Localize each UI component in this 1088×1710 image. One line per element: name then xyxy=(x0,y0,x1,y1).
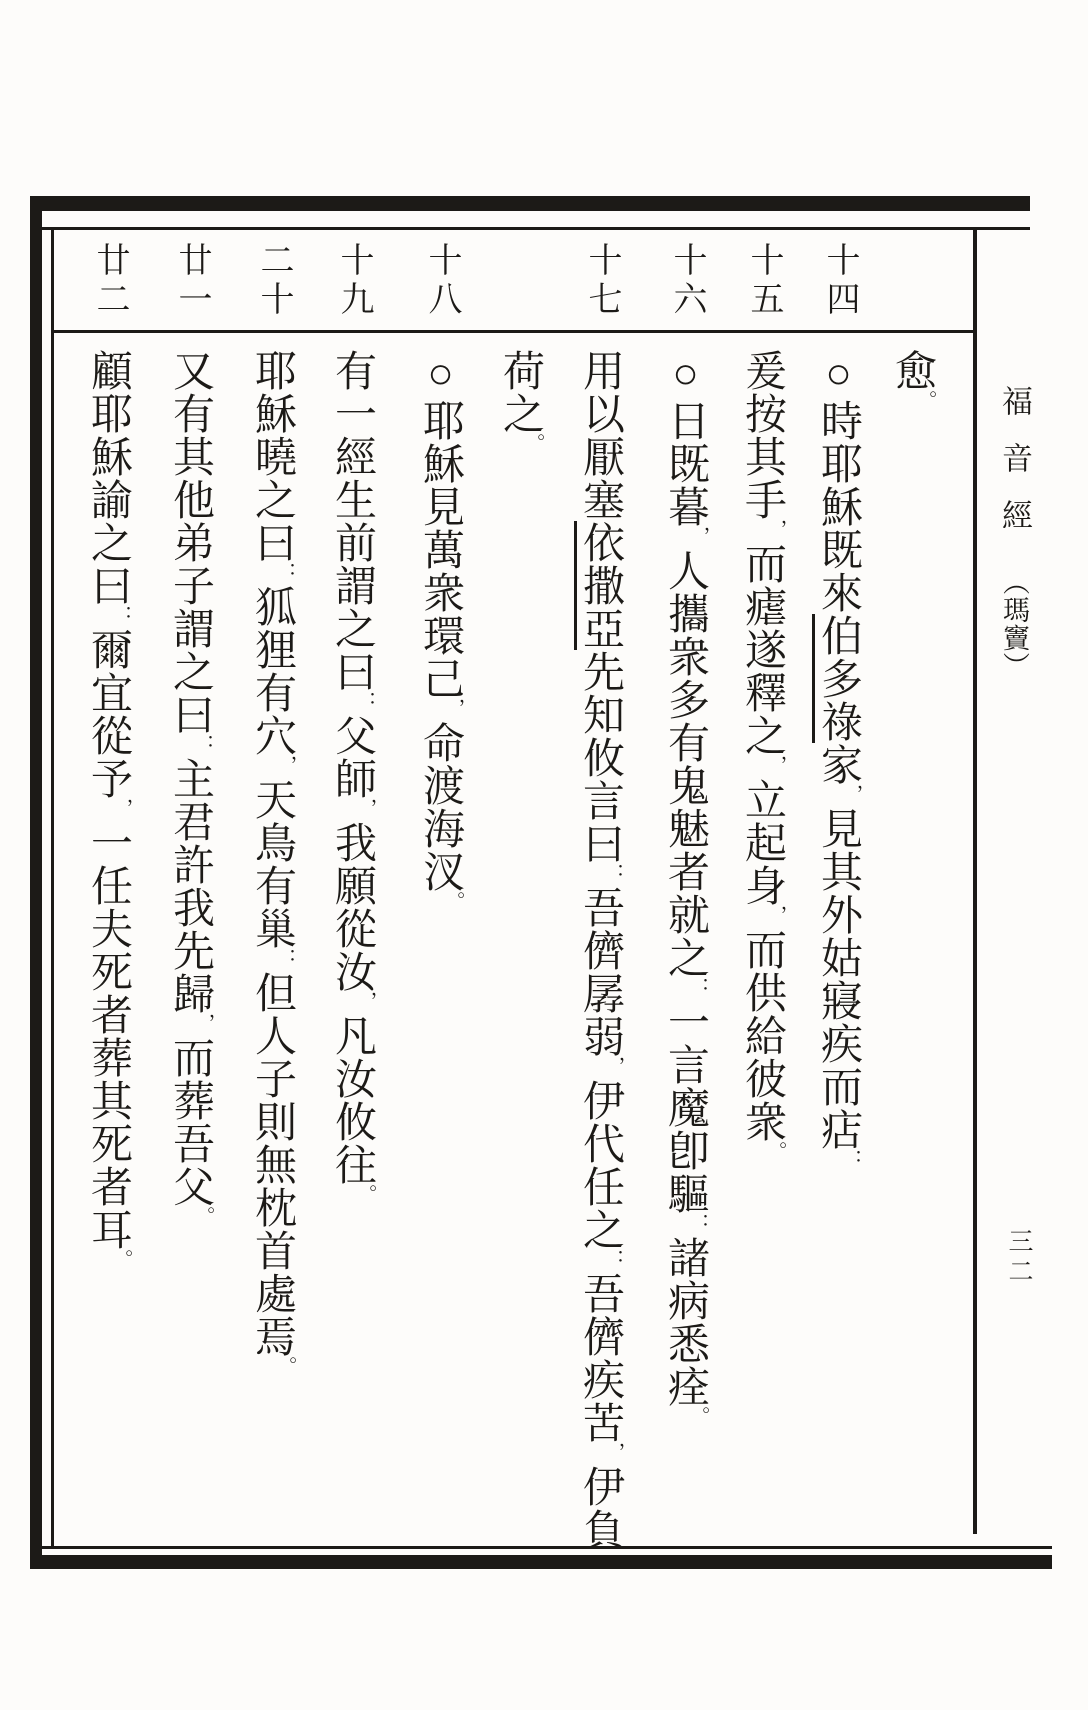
character-glyph: 耶 xyxy=(815,442,861,485)
character-glyph: 汊 xyxy=(417,850,463,893)
punctuation-mark: ： xyxy=(274,562,296,583)
character-glyph: 則 xyxy=(249,1100,295,1143)
character-glyph: 凡 xyxy=(329,1014,375,1057)
punctuation-mark: ： xyxy=(687,1213,709,1234)
text-segment xyxy=(815,743,861,1172)
character-glyph: 亞 xyxy=(577,607,623,650)
character-glyph: 巢 xyxy=(249,907,295,950)
character-glyph: 病 xyxy=(662,1279,708,1322)
character-glyph: 曰 xyxy=(329,650,375,693)
character-glyph: 見 xyxy=(815,807,861,850)
character-glyph: 顧 xyxy=(85,349,131,392)
folio-page-number: 三二 xyxy=(1005,1228,1032,1288)
character-glyph: 經 xyxy=(329,435,375,478)
punctuation-mark: 。 xyxy=(274,1356,296,1377)
character-glyph: 姑 xyxy=(815,936,861,979)
character-glyph: 人 xyxy=(662,549,708,592)
punctuation-mark: 。 xyxy=(442,891,464,912)
verse-number: 十六 xyxy=(668,242,705,320)
character-glyph: 渡 xyxy=(417,764,463,807)
character-glyph: 吾 xyxy=(167,1122,213,1165)
character-glyph: 死 xyxy=(85,1122,131,1165)
character-glyph: 之 xyxy=(662,936,708,979)
character-glyph: 者 xyxy=(85,993,131,1036)
character-glyph: 者 xyxy=(662,850,708,893)
character-glyph: 枕 xyxy=(249,1186,295,1229)
punctuation-mark: 。 xyxy=(354,1184,376,1205)
punctuation-mark: ， xyxy=(764,905,786,926)
verse-number-band-rule xyxy=(53,330,975,333)
character-glyph: 儕 xyxy=(577,929,623,972)
character-glyph: 者 xyxy=(85,1165,131,1208)
character-glyph: 卽 xyxy=(662,1129,708,1172)
character-glyph: 一 xyxy=(329,392,375,435)
character-glyph: 之 xyxy=(577,1208,623,1251)
character-glyph: 其 xyxy=(739,435,785,478)
text-segment xyxy=(417,349,463,914)
punctuation-mark: ， xyxy=(687,526,709,547)
character-glyph: 海 xyxy=(417,807,463,850)
text-column xyxy=(321,349,383,1207)
character-glyph: 之 xyxy=(739,714,785,757)
character-glyph: 先 xyxy=(167,929,213,972)
character-glyph: 儕 xyxy=(577,1315,623,1358)
character-glyph: 攜 xyxy=(662,592,708,635)
character-glyph: 有 xyxy=(249,671,295,714)
character-glyph: 死 xyxy=(85,950,131,993)
character-glyph: 願 xyxy=(329,864,375,907)
character-glyph: 從 xyxy=(329,907,375,950)
character-glyph: 愈 xyxy=(889,349,935,392)
character-glyph: 宜 xyxy=(85,671,131,714)
character-glyph: 攸 xyxy=(577,736,623,779)
character-glyph: 見 xyxy=(417,485,463,528)
text-segment xyxy=(329,349,375,1207)
character-glyph: 孱 xyxy=(577,972,623,1015)
character-glyph: 而 xyxy=(167,1036,213,1079)
character-glyph: 首 xyxy=(249,1229,295,1272)
verse-number: 十八 xyxy=(423,242,460,320)
punctuation-mark: ： xyxy=(274,948,296,969)
text-column xyxy=(731,349,793,1164)
character-glyph: 言 xyxy=(577,779,623,822)
character-glyph: 諸 xyxy=(662,1236,708,1279)
character-glyph: 暮 xyxy=(662,485,708,528)
character-glyph: 給 xyxy=(739,1014,785,1057)
character-glyph: 以 xyxy=(577,392,623,435)
character-glyph: 葬 xyxy=(85,1036,131,1079)
character-glyph: 厭 xyxy=(577,435,623,478)
character-glyph: 來 xyxy=(815,571,861,614)
character-glyph: 既 xyxy=(662,442,708,485)
character-glyph: 穌 xyxy=(815,485,861,528)
character-glyph: 君 xyxy=(167,800,213,843)
character-glyph: 子 xyxy=(249,1057,295,1100)
text-column xyxy=(569,349,631,1551)
character-glyph: 狐 xyxy=(249,585,295,628)
text-segment xyxy=(497,349,543,456)
character-glyph: 人 xyxy=(249,1014,295,1057)
character-glyph: 生 xyxy=(329,478,375,521)
character-glyph: 其 xyxy=(167,435,213,478)
text-segment xyxy=(167,349,213,1229)
character-glyph: 之 xyxy=(167,650,213,693)
punctuation-mark: ， xyxy=(110,798,132,819)
character-glyph: 汝 xyxy=(329,1057,375,1100)
book-title-subtitle: （瑪竇） xyxy=(999,568,1029,680)
character-glyph: 寢 xyxy=(815,979,861,1022)
character-glyph: 又 xyxy=(167,349,213,392)
text-segment xyxy=(739,349,785,1164)
character-glyph: 一 xyxy=(662,1000,708,1043)
character-glyph: 天 xyxy=(249,778,295,821)
character-glyph: 起 xyxy=(739,821,785,864)
character-glyph: 知 xyxy=(577,693,623,736)
character-glyph: 歸 xyxy=(167,972,213,1015)
character-glyph: 狸 xyxy=(249,628,295,671)
proper-name-marked-text xyxy=(574,521,623,650)
border-bottom-thick xyxy=(30,1555,1052,1569)
punctuation-mark: 。 xyxy=(764,1141,786,1162)
punctuation-mark: ， xyxy=(840,784,862,805)
character-glyph: 之 xyxy=(497,392,543,435)
character-glyph: 釋 xyxy=(739,671,785,714)
character-glyph: 穌 xyxy=(417,442,463,485)
text-column xyxy=(241,349,303,1379)
character-glyph: 既 xyxy=(815,528,861,571)
character-glyph: 而 xyxy=(739,542,785,585)
character-glyph: 萬 xyxy=(417,528,463,571)
character-glyph: 夫 xyxy=(85,907,131,950)
border-top-thin xyxy=(38,227,1030,230)
character-glyph: 曉 xyxy=(249,435,295,478)
character-glyph: 荷 xyxy=(497,349,543,392)
character-glyph: 伊 xyxy=(577,1079,623,1122)
character-glyph: 我 xyxy=(329,821,375,864)
character-glyph: 吾 xyxy=(577,1272,623,1315)
character-glyph: 攸 xyxy=(329,1100,375,1143)
character-glyph: 吾 xyxy=(577,886,623,929)
character-glyph: ○ xyxy=(814,349,863,399)
punctuation-mark: ， xyxy=(764,519,786,540)
character-glyph: 耳 xyxy=(85,1208,131,1251)
text-segment xyxy=(577,349,623,521)
character-glyph: 苦 xyxy=(577,1401,623,1444)
character-glyph: 無 xyxy=(249,1143,295,1186)
punctuation-mark: 。 xyxy=(687,1406,709,1427)
character-glyph: 伊 xyxy=(577,1465,623,1508)
character-glyph: 痊 xyxy=(662,1365,708,1408)
character-glyph: 疾 xyxy=(815,1022,861,1065)
character-glyph: 葬 xyxy=(167,1079,213,1122)
character-glyph: 彼 xyxy=(739,1057,785,1100)
book-title-text: 福音經 xyxy=(997,385,1032,556)
character-glyph: 耶 xyxy=(249,349,295,392)
character-glyph: 用 xyxy=(577,349,623,392)
character-glyph: 許 xyxy=(167,843,213,886)
border-left-thick xyxy=(30,196,42,1569)
character-glyph: 之 xyxy=(249,478,295,521)
character-glyph: 魅 xyxy=(662,807,708,850)
character-glyph: 他 xyxy=(167,478,213,521)
text-segment xyxy=(85,349,131,1272)
verse-number: 廿二 xyxy=(91,242,128,320)
character-glyph: 謂 xyxy=(167,607,213,650)
character-glyph: 謂 xyxy=(329,564,375,607)
character-glyph: 供 xyxy=(739,971,785,1014)
punctuation-mark: ： xyxy=(602,1249,624,1270)
character-glyph: 有 xyxy=(662,721,708,764)
character-glyph: 之 xyxy=(85,521,131,564)
character-glyph: 曰 xyxy=(167,693,213,736)
character-glyph: 負 xyxy=(577,1508,623,1551)
character-glyph: 環 xyxy=(417,614,463,657)
punctuation-mark: 。 xyxy=(192,1206,214,1227)
punctuation-mark: ： xyxy=(840,1149,862,1170)
character-glyph: 鳥 xyxy=(249,821,295,864)
character-glyph: 言 xyxy=(662,1043,708,1086)
character-glyph: 而 xyxy=(815,1065,861,1108)
character-glyph: 耶 xyxy=(85,392,131,435)
character-glyph: 魔 xyxy=(662,1086,708,1129)
text-column xyxy=(409,349,471,914)
text-column xyxy=(807,349,869,1172)
character-glyph: 穴 xyxy=(249,714,295,757)
text-segment xyxy=(815,349,861,614)
character-glyph: 先 xyxy=(577,650,623,693)
punctuation-mark: ： xyxy=(602,863,624,884)
punctuation-mark: ： xyxy=(110,605,132,626)
gutter-divider-rule xyxy=(973,229,977,1534)
character-glyph: 己 xyxy=(417,657,463,700)
punctuation-mark: ， xyxy=(442,698,464,719)
punctuation-mark: ， xyxy=(354,991,376,1012)
character-glyph: 耶 xyxy=(417,399,463,442)
border-left-thin xyxy=(51,227,54,1549)
character-glyph: 代 xyxy=(577,1122,623,1165)
text-segment xyxy=(249,349,295,1379)
character-glyph: 但 xyxy=(249,971,295,1014)
punctuation-mark: ， xyxy=(602,1056,624,1077)
character-glyph: 曰 xyxy=(249,521,295,564)
character-glyph: 曰 xyxy=(85,564,131,607)
character-glyph: 立 xyxy=(739,778,785,821)
text-column xyxy=(881,349,943,413)
character-glyph: 多 xyxy=(815,657,861,700)
character-glyph: 任 xyxy=(577,1165,623,1208)
text-column xyxy=(159,349,221,1229)
character-glyph: 曰 xyxy=(577,822,623,865)
character-glyph: 穌 xyxy=(249,392,295,435)
punctuation-mark: 。 xyxy=(914,390,936,411)
verse-number: 廿一 xyxy=(173,242,210,320)
text-column xyxy=(77,349,139,1272)
character-glyph: 祿 xyxy=(815,700,861,743)
character-glyph: 按 xyxy=(739,392,785,435)
punctuation-mark: ： xyxy=(192,734,214,755)
character-glyph: 塞 xyxy=(577,478,623,521)
character-glyph: 鬼 xyxy=(662,764,708,807)
character-glyph: 身 xyxy=(739,864,785,907)
character-glyph: 爰 xyxy=(739,349,785,392)
character-glyph: 穌 xyxy=(85,435,131,478)
character-glyph: 遂 xyxy=(739,628,785,671)
text-segment xyxy=(662,349,708,1429)
character-glyph: 弱 xyxy=(577,1015,623,1058)
character-glyph: 往 xyxy=(329,1143,375,1186)
verse-number: 十九 xyxy=(335,242,372,320)
punctuation-mark: ， xyxy=(354,798,376,819)
character-glyph: 瘧 xyxy=(739,585,785,628)
punctuation-mark: ： xyxy=(687,977,709,998)
character-glyph: 依 xyxy=(577,521,623,564)
character-glyph: ○ xyxy=(661,349,710,399)
character-glyph: 汝 xyxy=(329,950,375,993)
character-glyph: 予 xyxy=(85,757,131,800)
character-glyph: 前 xyxy=(329,521,375,564)
character-glyph: 手 xyxy=(739,478,785,521)
character-glyph: 師 xyxy=(329,757,375,800)
character-glyph: 伯 xyxy=(815,614,861,657)
character-glyph: 諭 xyxy=(85,478,131,521)
character-glyph: 衆 xyxy=(417,571,463,614)
verse-number: 十七 xyxy=(583,242,620,320)
punctuation-mark: ， xyxy=(274,755,296,776)
punctuation-mark: 。 xyxy=(522,433,544,454)
character-glyph: 有 xyxy=(167,392,213,435)
character-glyph: 子 xyxy=(167,564,213,607)
character-glyph: 父 xyxy=(167,1165,213,1208)
character-glyph: 多 xyxy=(662,678,708,721)
punctuation-mark: ： xyxy=(354,691,376,712)
punctuation-mark: ， xyxy=(764,755,786,776)
text-column xyxy=(489,349,551,456)
punctuation-mark: 。 xyxy=(110,1249,132,1270)
character-glyph: 家 xyxy=(815,743,861,786)
character-glyph: 爾 xyxy=(85,628,131,671)
character-glyph: 從 xyxy=(85,714,131,757)
punctuation-mark: ， xyxy=(192,1013,214,1034)
character-glyph: 外 xyxy=(815,893,861,936)
character-glyph: 有 xyxy=(329,349,375,392)
character-glyph: 時 xyxy=(815,399,861,442)
character-glyph: 就 xyxy=(662,893,708,936)
character-glyph: 衆 xyxy=(662,635,708,678)
border-bottom-thin xyxy=(38,1546,1052,1549)
proper-name-marked-text xyxy=(812,614,861,743)
text-segment xyxy=(889,349,935,413)
character-glyph: 撒 xyxy=(577,564,623,607)
character-glyph: 悉 xyxy=(662,1322,708,1365)
character-glyph: 之 xyxy=(329,607,375,650)
border-top-thick xyxy=(30,196,1030,211)
verse-number: 二十 xyxy=(255,242,292,320)
character-glyph: 其 xyxy=(815,850,861,893)
character-glyph: 其 xyxy=(85,1079,131,1122)
character-glyph: 任 xyxy=(85,864,131,907)
punctuation-mark: ， xyxy=(602,1442,624,1463)
character-glyph: 有 xyxy=(249,864,295,907)
character-glyph: 焉 xyxy=(249,1315,295,1358)
character-glyph: 處 xyxy=(249,1272,295,1315)
character-glyph: 衆 xyxy=(739,1100,785,1143)
character-glyph: 而 xyxy=(739,928,785,971)
character-glyph: ○ xyxy=(416,349,465,399)
character-glyph: 弟 xyxy=(167,521,213,564)
verse-number: 十四 xyxy=(821,242,858,320)
character-glyph: 疾 xyxy=(577,1358,623,1401)
character-glyph: 命 xyxy=(417,721,463,764)
character-glyph: 驅 xyxy=(662,1172,708,1215)
character-glyph: 主 xyxy=(167,757,213,800)
character-glyph: 日 xyxy=(662,399,708,442)
text-segment xyxy=(577,650,623,1551)
character-glyph: 父 xyxy=(329,714,375,757)
running-book-title xyxy=(992,385,1037,680)
character-glyph: 我 xyxy=(167,886,213,929)
verse-number: 十五 xyxy=(745,242,782,320)
character-glyph: 一 xyxy=(85,821,131,864)
text-column xyxy=(654,349,716,1429)
character-glyph: 痁 xyxy=(815,1108,861,1151)
